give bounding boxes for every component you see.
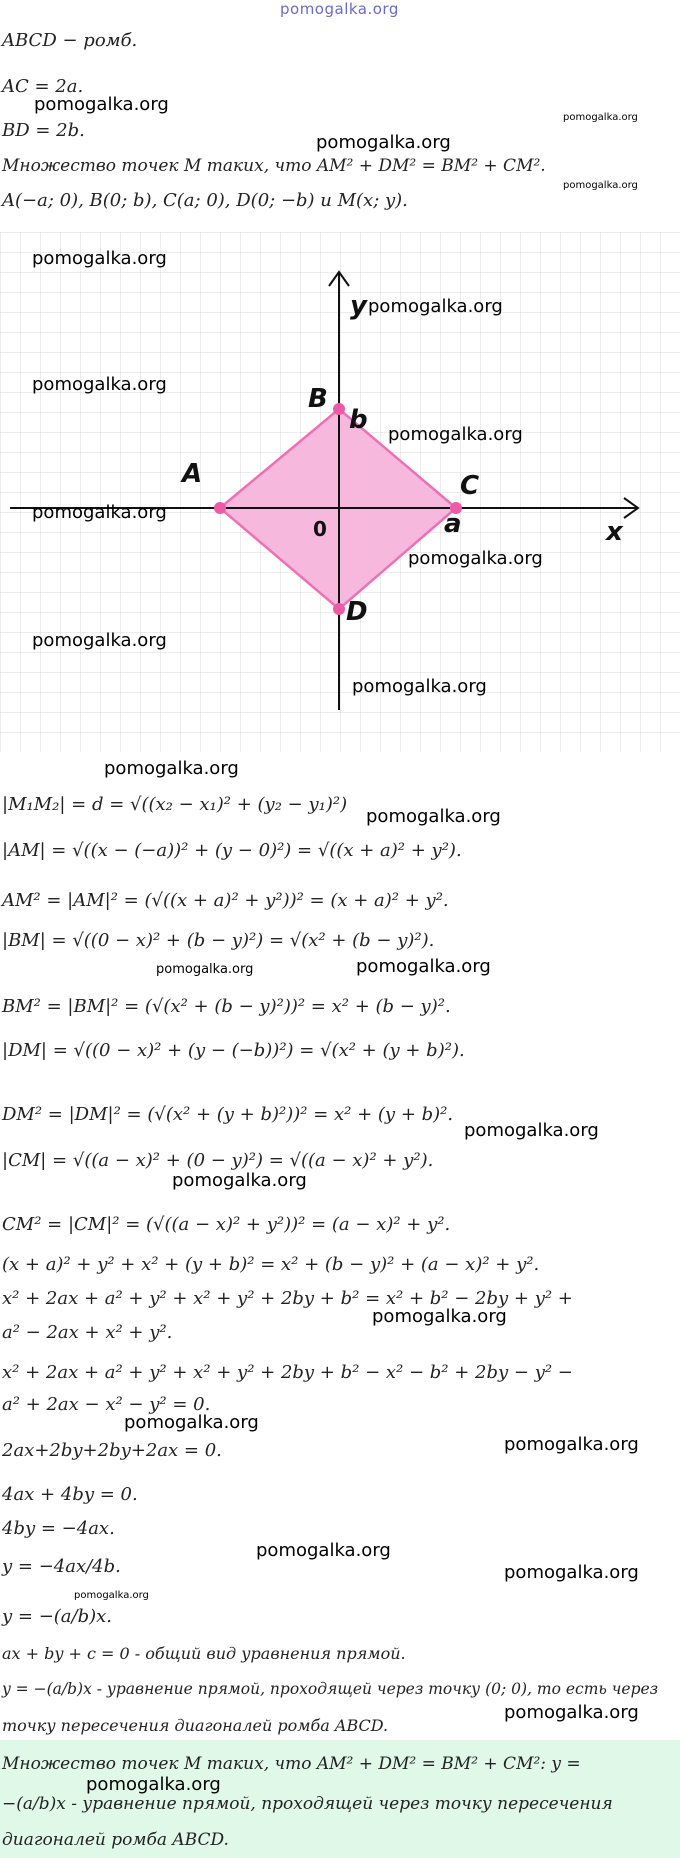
watermark: pomogalka.org (504, 1434, 639, 1455)
watermark: pomogalka.org (352, 676, 487, 697)
solution-line: BM² = |BM|² = (√(x² + (b − y)²))² = x² + (b − y)². (2, 996, 451, 1017)
given-bd: BD = 2b. (2, 120, 85, 141)
label-d: D (346, 597, 368, 627)
solution-line: |BM| = √((0 − x)² + (b − y)²) = √(x² + (b − y)²). (2, 930, 435, 951)
site-header-watermark: pomogalka.org (280, 0, 399, 18)
solution-line: (x + a)² + y² + x² + (y + b)² = x² + (b − y)² + (a − x)² + y². (2, 1254, 540, 1275)
watermark: pomogalka.org (86, 1774, 221, 1795)
solution-line: ax + by + c = 0 - общий вид уравнения прямой. (2, 1644, 406, 1663)
point-b-dot (333, 403, 345, 415)
watermark: pomogalka.org (372, 1306, 507, 1327)
solution-line: |M₁M₂| = d = √((x₂ − x₁)² + (y₂ − y₁)²) (2, 794, 348, 815)
watermark: pomogalka.org (32, 630, 167, 651)
watermark-small: pomogalka.org (563, 180, 638, 191)
solution-line: точку пересечения диагоналей ромба ABCD. (2, 1716, 389, 1735)
label-coord-b: b (349, 405, 368, 435)
watermark: pomogalka.org (408, 548, 543, 569)
solution-line: CM² = |CM|² = (√((a − x)² + y²))² = (a − x)² + y². (2, 1214, 451, 1235)
rhombus-graph (0, 232, 680, 752)
solution-line: y = −(a/b)x. (2, 1606, 113, 1627)
watermark: pomogalka.org (388, 424, 523, 445)
solution-line: 4by = −4ax. (2, 1518, 115, 1539)
solution-line: y = −(a/b)x - уравнение прямой, проходящей через точку (0; 0), то есть через (2, 1680, 659, 1698)
label-a: A (182, 459, 203, 489)
solution-line: a² − 2ax + x² + y². (2, 1322, 173, 1343)
watermark: pomogalka.org (172, 1170, 307, 1191)
watermark: pomogalka.org (464, 1120, 599, 1141)
watermark: pomogalka.org (34, 94, 169, 115)
label-y-axis: y (350, 291, 367, 321)
label-coord-a: a (444, 509, 462, 539)
answer-line-2: −(a/b)x - уравнение прямой, проходящей через точку пересечения (2, 1794, 613, 1814)
point-a-dot (214, 502, 226, 514)
solution-line: DM² = |DM|² = (√(x² + (y + b)²))² = x² + (y + b)². (2, 1104, 454, 1125)
label-c: C (460, 471, 480, 501)
watermark: pomogalka.org (356, 956, 491, 977)
given-condition: Множество точек M таких, что AM² + DM² = BM² + CM². (2, 156, 546, 176)
watermark: pomogalka.org (104, 758, 239, 779)
answer-line-3: диагоналей ромба ABCD. (2, 1830, 229, 1850)
watermark: pomogalka.org (316, 132, 451, 153)
given-rhombus: ABCD − ромб. (2, 30, 138, 51)
watermark: pomogalka.org (124, 1412, 259, 1433)
solution-line: x² + 2ax + a² + y² + x² + y² + 2by + b² − x² − b² + 2by − y² − (2, 1362, 573, 1383)
solution-line: |DM| = √((0 − x)² + (y − (−b))²) = √(x² + (y + b)²). (2, 1040, 465, 1061)
label-b: B (308, 384, 328, 414)
answer-line-1: Множество точек M таких, что AM² + DM² = BM² + CM²: y = (2, 1754, 581, 1774)
watermark: pomogalka.org (504, 1562, 639, 1583)
solution-line: 2ax+2by+2by+2ax = 0. (2, 1440, 222, 1461)
watermark: pomogalka.org (256, 1540, 391, 1561)
solution-line: |AM| = √((x − (−a))² + (y − 0)²) = √((x + a)² + y²). (2, 840, 462, 861)
solution-line: AM² = |AM|² = (√((x + a)² + y²))² = (x + a)² + y². (2, 890, 449, 911)
watermark: pomogalka.org (504, 1702, 639, 1723)
watermark-small: pomogalka.org (74, 1590, 149, 1601)
rhombus-graph-svg (0, 232, 680, 752)
watermark: pomogalka.org (32, 502, 167, 523)
watermark-small: pomogalka.org (156, 962, 254, 977)
watermark: pomogalka.org (366, 806, 501, 827)
solution-line: x² + 2ax + a² + y² + x² + y² + 2by + b² = x² + b² − 2by + y² + (2, 1288, 573, 1309)
watermark: pomogalka.org (32, 248, 167, 269)
label-origin: 0 (313, 517, 327, 541)
solution-line: |CM| = √((a − x)² + (0 − y)²) = √((a − x)² + y²). (2, 1150, 434, 1171)
solution-line: a² + 2ax − x² − y² = 0. (2, 1394, 211, 1415)
label-x-axis: x (606, 517, 623, 547)
answer-box (0, 1740, 680, 1858)
point-d-dot (333, 603, 345, 615)
given-ac: AC = 2a. (2, 76, 84, 97)
solution-line: 4ax + 4by = 0. (2, 1484, 138, 1505)
watermark-small: pomogalka.org (563, 112, 638, 123)
solution-line: y = −4ax/4b. (2, 1556, 121, 1577)
watermark: pomogalka.org (32, 374, 167, 395)
given-points: A(−a; 0), B(0; b), C(a; 0), D(0; −b) и M(x; y). (2, 190, 408, 211)
watermark: pomogalka.org (368, 296, 503, 317)
